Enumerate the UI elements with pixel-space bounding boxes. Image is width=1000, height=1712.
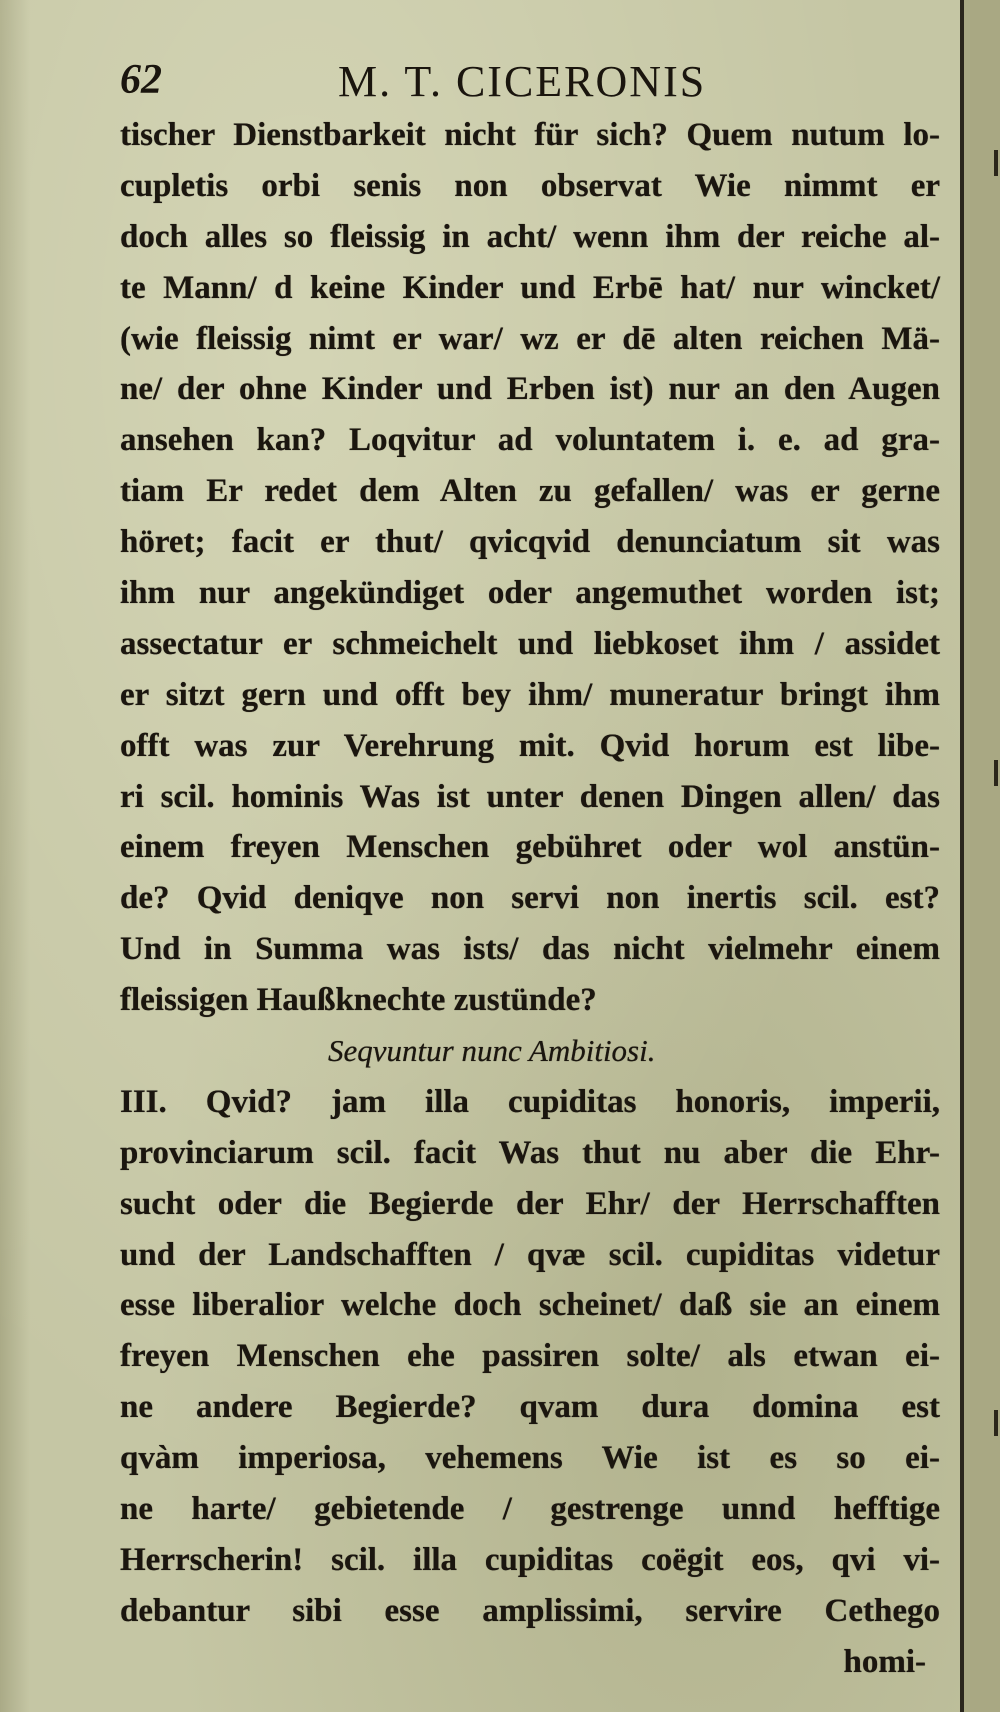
text-line: ne/ der ohne Kinder und Erben ist) nur an den Augen bbox=[120, 371, 940, 408]
text-line: doch alles so fleissig in acht/ wenn ihm der reiche al- bbox=[120, 218, 940, 255]
text-line: cupletis orbi senis non observat Wie nimmt er bbox=[120, 167, 940, 204]
text-line: ne harte/ gebietende / gestrenge unnd hefftige bbox=[120, 1491, 940, 1528]
text-line: esse liberalior welche doch scheinet/ daß sie an einem bbox=[120, 1287, 940, 1324]
text-line: te Mann/ d keine Kinder und Erbē hat/ nur wincket/ bbox=[120, 269, 940, 306]
text-line: tischer Dienstbarkeit nicht für sich? Quem nutum lo- bbox=[120, 117, 940, 153]
text-line: ne andere Begierde? qvam dura domina est bbox=[120, 1389, 940, 1426]
text-line: qvàm imperiosa, vehemens Wie ist es so ei- bbox=[120, 1440, 940, 1477]
text-line: er sitzt gern und offt bey ihm/ muneratur bringt ihm bbox=[120, 676, 940, 713]
text-line: ansehen kan? Loqvitur ad voluntatem i. e. ad gra- bbox=[120, 422, 940, 459]
text-line: Und in Summa was ists/ das nicht vielmehr einem bbox=[120, 931, 940, 968]
text-line: Herrscherin! scil. illa cupiditas coëgit eos, qvi vi- bbox=[120, 1541, 940, 1578]
text-line: höret; facit er thut/ qvicqvid denunciatum sit was bbox=[120, 524, 940, 561]
text-line: ihm nur angekündiget oder angemuthet worden ist; bbox=[120, 575, 940, 612]
text-line: freyen Menschen ehe passiren solte/ als etwan ei- bbox=[120, 1338, 940, 1375]
body-text bbox=[120, 110, 940, 1688]
text-line: und der Landschafften / qvæ scil. cupiditas videtur bbox=[120, 1236, 940, 1273]
section-subheading: Seqvuntur nunc Ambitiosi. bbox=[328, 1033, 656, 1069]
text-line: provinciarum scil. facit Was thut nu aber die Ehr- bbox=[120, 1134, 940, 1171]
text-line: (wie fleissig nimt er war/ wz er dē alten reichen Mä- bbox=[120, 320, 940, 357]
page-header bbox=[120, 48, 740, 108]
adjacent-page-mark bbox=[994, 760, 998, 786]
text-line: fleissigen Haußknechte zustünde? bbox=[120, 982, 597, 1019]
text-line: tiam Er redet dem Alten zu gefallen/ was er gerne bbox=[120, 473, 940, 510]
text-line: assectatur er schmeichelt und liebkoset ihm / assidet bbox=[120, 625, 940, 662]
text-line: offt was zur Verehrung mit. Qvid horum est libe- bbox=[120, 727, 940, 764]
text-line: de? Qvid deniqve non servi non inertis scil. est? bbox=[120, 880, 940, 917]
text-line: III. Qvid? jam illa cupiditas honoris, imperii, bbox=[120, 1083, 940, 1120]
running-title: M. T. CICERONIS bbox=[338, 57, 707, 106]
adjacent-page-mark bbox=[994, 1410, 998, 1436]
adjacent-page-edge bbox=[964, 0, 1000, 1712]
text-line: einem freyen Menschen gebühret oder wol anstün- bbox=[120, 829, 940, 866]
text-line: debantur sibi esse amplissimi, servire Cethego bbox=[120, 1592, 940, 1629]
catchword: homi- bbox=[843, 1643, 926, 1680]
text-line: sucht oder die Begierde der Ehr/ der Herrschafften bbox=[120, 1185, 940, 1222]
adjacent-page-mark bbox=[994, 150, 998, 176]
text-line: ri scil. hominis Was ist unter denen Dingen allen/ das bbox=[120, 778, 940, 815]
page-number: 62 bbox=[120, 57, 162, 103]
